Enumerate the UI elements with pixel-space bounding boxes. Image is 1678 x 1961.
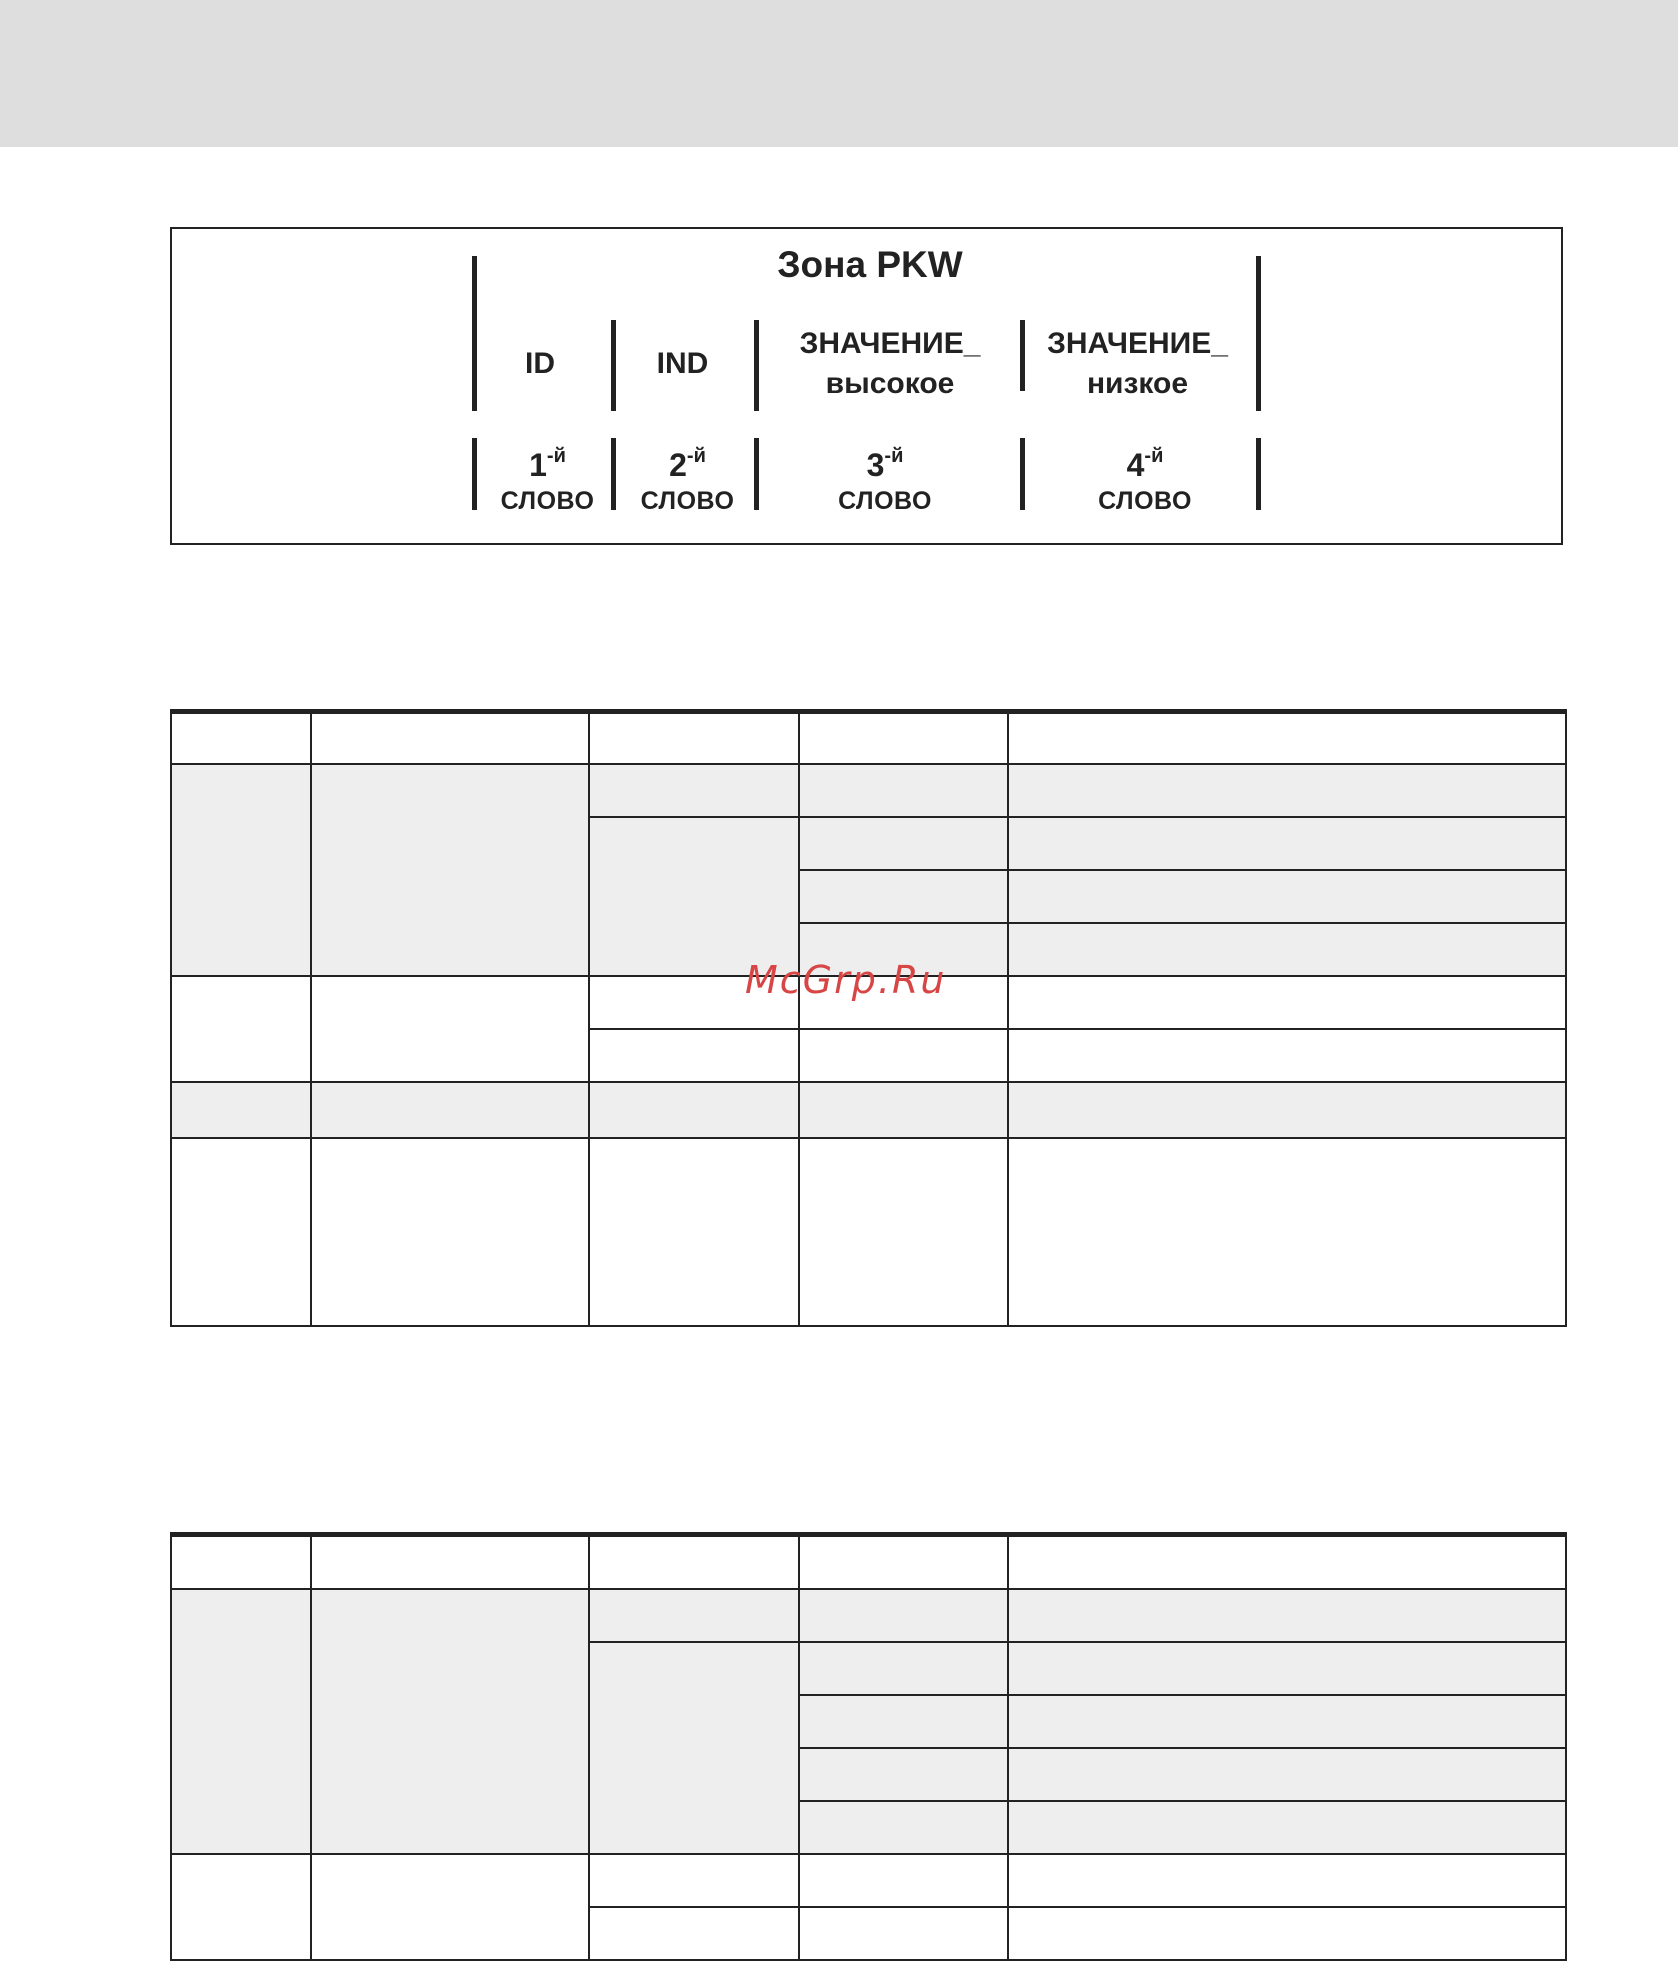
- divider-bar: [611, 320, 616, 411]
- table-1: [170, 709, 1567, 1327]
- divider-bar: [611, 438, 616, 510]
- word-3: $3^{-й}$ СЛОВО: [838, 445, 932, 515]
- field-value-low: ЗНАЧЕНИЕ_ низкое: [1047, 327, 1228, 400]
- divider-bar: [472, 256, 477, 411]
- divider-bar: [1256, 438, 1261, 510]
- word-2: $2^{-й}$ СЛОВО: [640, 445, 735, 515]
- table-row: [171, 1138, 1566, 1326]
- word-1: $1^{-й}$ СЛОВО: [500, 445, 595, 515]
- table-header: [171, 712, 1566, 764]
- divider-bar: [754, 438, 759, 510]
- table-row: [171, 1082, 1566, 1138]
- field-id: ID: [525, 347, 555, 380]
- word-4: $4^{-й}$ СЛОВО: [1098, 445, 1192, 515]
- divider-bar: [1020, 320, 1025, 391]
- divider-bar: [1256, 256, 1261, 411]
- divider-bar: [472, 438, 477, 510]
- table-2: [170, 1532, 1567, 1961]
- watermark: McGrp.Ru: [745, 958, 947, 1002]
- field-ind: IND: [656, 347, 709, 380]
- table-row: [171, 1589, 1566, 1642]
- table-row: [171, 764, 1566, 817]
- header-band: [0, 0, 1678, 147]
- field-value-high: ЗНАЧЕНИЕ_ высокое: [799, 327, 981, 400]
- divider-bar: [754, 320, 759, 411]
- table-row: [171, 1854, 1566, 1907]
- pkw-title: Зона PKW: [777, 244, 963, 285]
- table-header: [171, 1535, 1566, 1589]
- divider-bar: [1020, 438, 1025, 510]
